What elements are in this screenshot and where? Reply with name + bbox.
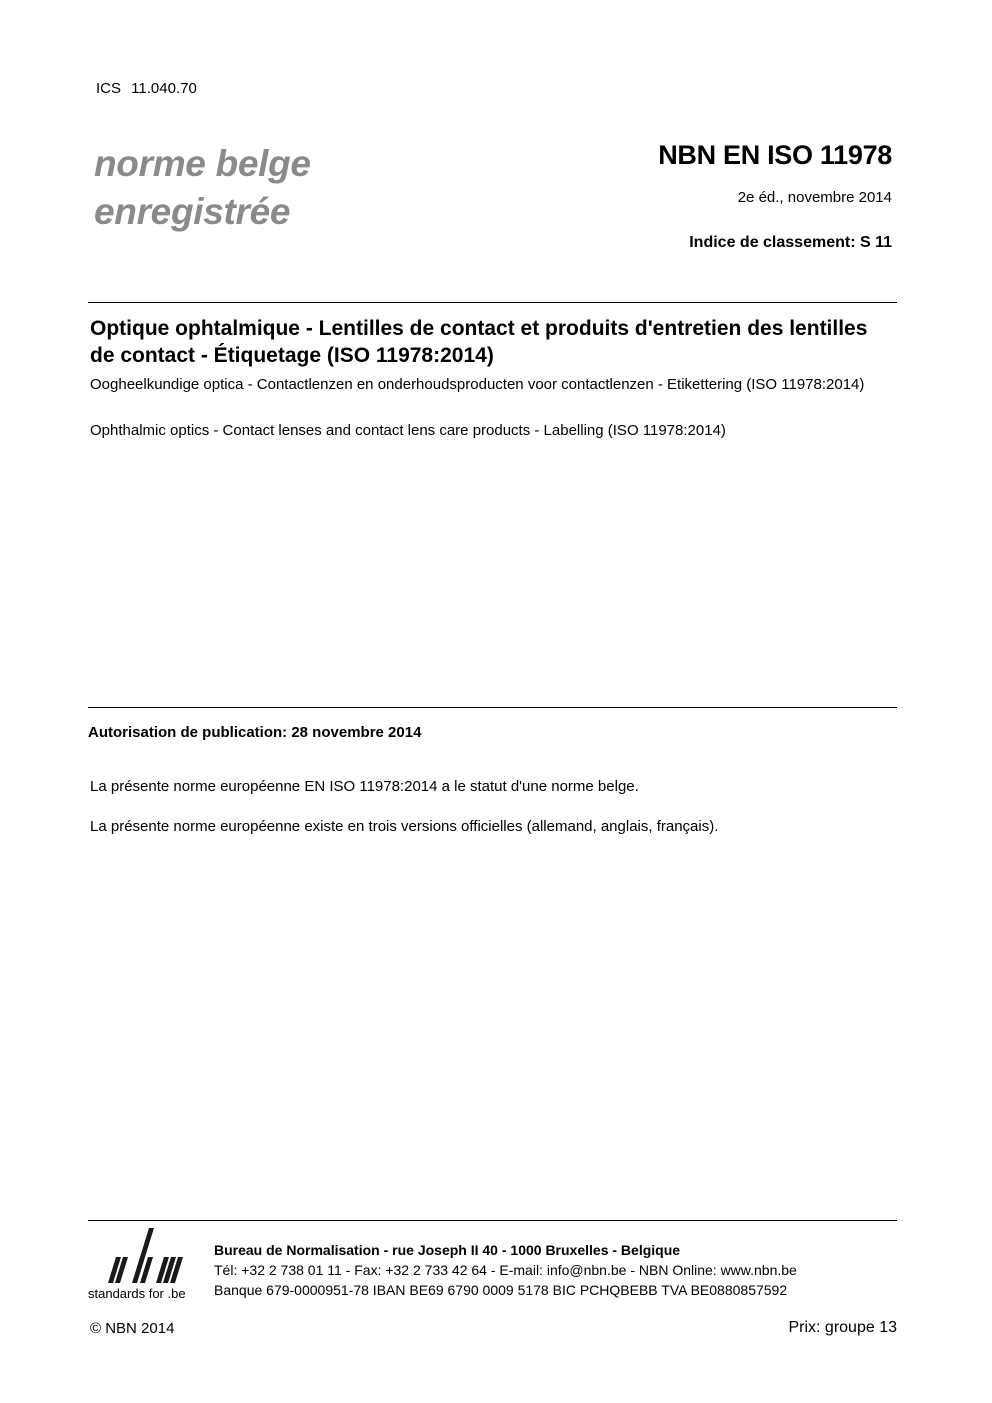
- norme-belge-line2: enregistrée: [94, 191, 291, 232]
- title-english: Ophthalmic optics - Contact lenses and contact lens care products - Labelling (ISO 11978:2014): [90, 422, 726, 439]
- top-divider: [88, 302, 897, 303]
- publication-authorization: Autorisation de publication: 28 novembre 2014: [88, 724, 422, 741]
- copyright: © NBN 2014: [90, 1320, 175, 1337]
- standard-code: NBN EN ISO 11978: [658, 140, 892, 170]
- norme-belge-line1: norme belge: [94, 143, 311, 184]
- versions-paragraph: La présente norme européenne existe en trois versions officielles (allemand, anglais, français).: [90, 818, 719, 835]
- footer-bank: Banque 679-0000951-78 IBAN BE69 6790 0009 5178 BIC PCHQBEBB TVA BE0880857592: [214, 1282, 788, 1298]
- logo-tagline: standards for .be: [88, 1286, 186, 1301]
- nbn-logo-icon: [88, 1226, 206, 1284]
- edition: 2e éd., novembre 2014: [737, 189, 892, 206]
- status-paragraph: La présente norme européenne EN ISO 11978:2014 a le statut d'une norme belge.: [90, 778, 639, 795]
- footer-divider: [88, 1220, 897, 1221]
- norme-belge-heading: [94, 140, 311, 236]
- ics-code: ICS 11.040.70: [96, 80, 197, 97]
- middle-divider: [88, 707, 897, 708]
- title-dutch: Oogheelkundige optica - Contactlenzen en onderhoudsproducten voor contactlenzen - Etikettering (ISO 11978:2014): [90, 376, 865, 393]
- nbn-logo: [88, 1226, 206, 1306]
- footer-address: Bureau de Normalisation - rue Joseph II 40 - 1000 Bruxelles - Belgique: [214, 1242, 681, 1258]
- title-french: Optique ophtalmique - Lentilles de contact et produits d'entretien des lentilles de contact - Étiquetage (ISO 11978:2014): [90, 317, 868, 367]
- price-group: Prix: groupe 13: [788, 1319, 897, 1336]
- classification-index: Indice de classement: S 11: [689, 234, 892, 251]
- footer-contact: Tél: +32 2 738 01 11 - Fax: +32 2 733 42 64 - E-mail: info@nbn.be - NBN Online: www.nbn.be: [214, 1262, 797, 1278]
